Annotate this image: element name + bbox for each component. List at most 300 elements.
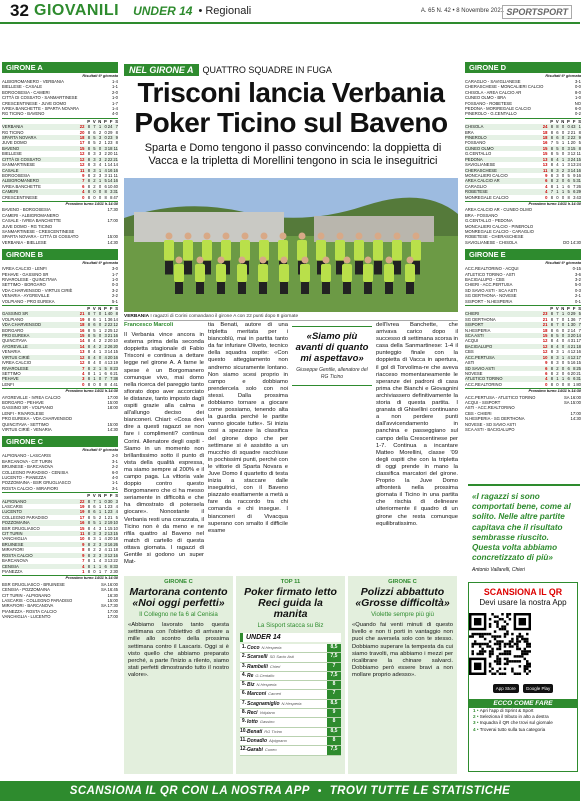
team-stat: 3 [98,541,102,547]
team-stat: 3 [104,333,107,339]
standings-header-cell: P [550,306,554,312]
fixture-teams: CIT TURIN - ALPIGNANO [2,592,51,598]
player-surname: Re [247,672,254,679]
team-stat: 8 [87,381,91,387]
team-points: 15 [542,145,548,151]
team-stat: 22 [113,558,118,564]
team-stat: 23 [107,509,113,515]
team-stat: 20 [113,343,118,349]
team-name: GASSINO SR [2,311,29,317]
fixture-row [2,427,118,432]
footer-separator: • [317,785,322,797]
team-stat: 0 [104,135,107,141]
fixture-time: 14:30 [107,239,118,245]
team-stat: 31 [570,338,576,344]
team-photo-image [124,178,458,312]
team-stat: 1 [567,316,570,322]
player-club: N.Hesperia [281,700,302,706]
fixture-time: DO 14:30 [563,239,581,245]
team-stat: 4 [98,162,102,168]
team-stat: 2 [98,343,102,349]
match-score: NO [574,100,581,106]
team-name: BSR GRUGLIASCO [2,525,40,531]
google-play-badge[interactable]: Google Play [523,684,554,693]
team-stat: 1 [104,140,107,146]
team-stat: 1 [98,504,102,510]
team-stat: 13 [107,360,113,366]
team-stat: 22 [107,156,113,162]
team-points: 13 [542,156,548,162]
team-stat: 6 [93,129,96,135]
team-stat: 6 [573,376,576,382]
team-stat: 5 [556,333,559,339]
team-points: 18 [79,322,85,328]
match-teams: BORGOSESIA - CAMERI [2,89,50,95]
team-points: 20 [79,129,85,135]
team-stat: 1 [93,563,96,569]
team-stat: 1 [556,183,559,189]
fixture-teams: SPARTA NOVARA - CITTÀ DI COSSATO [2,234,79,240]
team-stat: 6 [567,183,570,189]
team-points: 6 [545,370,548,376]
team-stat: 20 [107,338,113,344]
team-stat: 4 [556,338,559,344]
team-stat: 3 [98,172,102,178]
team-stat: 8 [550,156,554,162]
team-stat: 0 [567,311,570,317]
player-surname: Benati [247,728,263,735]
player-rank: 7. [241,699,246,706]
fixture-teams: CENISIA - POZZOMAINA [2,587,50,593]
fixture-time: 18:00 [107,405,118,411]
team-stat: 6 [567,370,570,376]
team-stat: 8 [87,140,91,146]
fixture-time: 15:00 [107,421,118,427]
team-stat: 12 [570,354,576,360]
player-name [247,700,327,708]
team-stat: 0 [98,381,102,387]
team-name: MONCALIERI CALCIO [465,172,508,178]
team-stat: 3 [567,151,570,157]
team-stat: 5 [93,140,96,146]
match-score: 6-0 [111,469,118,475]
fixture-teams: MONCALIERI CALCIO - PINEROLO [465,223,534,229]
team-stat: 1 [98,509,102,515]
fixture-teams: MONREGALE CALCIO - CARAGLIO [465,228,534,234]
player-surname: Biz [247,682,255,689]
page-number: 32 [10,1,29,20]
next-round-label: Prossimo turno 14/11 h.14:30 [465,388,581,394]
list-item [240,700,341,709]
team-stat: 2 [98,129,102,135]
standings-table [465,124,581,200]
team-stat: 2 [104,338,107,344]
team-stat: 40 [107,311,113,317]
match-score: 1-0 [111,277,118,282]
player-rating: 7 [327,690,341,698]
team-stat: 1 [556,376,559,382]
fixture-teams: QUINCITAVA - SETTIMO [2,421,49,427]
list-item [240,709,341,718]
team-name: VENARIA [2,349,21,355]
team-stat: 1 [104,311,107,317]
how-to-title: ECCO COME FARE [469,699,577,708]
team-stat: 1 [98,167,102,173]
team-name: ACQUI [465,338,479,344]
team-stat: 8 [115,129,118,135]
qr-code[interactable] [469,613,531,675]
team-points: 3 [82,376,85,382]
team-stat: 8 [104,194,107,200]
fixture-teams: ACQUI - SISPORT [465,399,501,405]
team-stat: 0 [567,124,570,130]
team-stat: 0 [561,365,565,371]
match-teams: ALBIGROMANERO - VERBANIA [2,79,64,84]
team-stat: 43 [576,194,581,200]
team-name: N.HESPERIA [465,327,491,333]
team-points: 4 [545,183,548,189]
team-stat: 2 [104,520,107,526]
team-stat: 8 [87,162,91,168]
team-name: SCA ASTI [465,333,484,339]
team-stat: 3 [573,194,576,200]
team-stat: 15 [113,531,118,537]
match-teams: CITTÀ DI COSSATO - SANMARTINESE [2,95,78,101]
team-stat: 8 [87,509,91,515]
team-stat: 4 [110,381,113,387]
player-surname: Reci [247,710,258,717]
step-text: Inquadra il QR che trovi sul giornale [479,720,553,726]
match-score: 5-0 [574,282,581,288]
match-teams: CHISOLA - AREA CALCIO AR [465,89,522,95]
team-points: 6 [545,178,548,184]
team-stat: 47 [113,194,118,200]
team-stat: 6 [93,322,96,328]
fixture-teams: JUVE DOMO - RG TICINO [2,223,53,229]
player-club: Volpiano [259,710,275,716]
team-points: 9 [82,552,85,558]
team-stat: 16 [576,172,581,178]
team-stat: 8 [550,178,554,184]
standings-header-cell: V [92,306,96,312]
player-rank: 4. [241,671,246,678]
team-stat: 8 [87,316,91,322]
match-score: 3-0 [111,266,118,272]
team-name: ACC.REALTORINO [465,381,502,387]
team-stat: 8 [87,520,91,526]
team-stat: 8 [104,189,107,195]
player-name [247,690,327,698]
team-points: 16 [79,520,85,526]
team-stat: 0 [561,172,565,178]
pull-quote-text: «Siamo più avanti di quanto mi aspettavo» [295,331,369,364]
match-teams: VOLPIANO - PRO EUREKA [2,298,55,304]
top11-list [240,644,341,756]
player-surname: Coco [247,645,260,651]
team-stat: 8 [550,338,554,344]
team-stat: 7 [550,189,554,195]
team-name: VANCHIGLIA [2,536,28,542]
box-body: «Abbiamo lavorato tanto questa settimana con l'obiettivo di arrivare a mille allo scontro della prossima settimana contro il Lascaris. Oggi si è visto quello che abbiamo preparato perché, a parte l'inizio a rilento, siamo stati perfetti dimostrando tutto il nostro valore». [128,622,229,679]
team-stat: 5 [567,360,570,366]
team-name: ROBETESE [465,189,488,195]
fixture-row [2,240,118,245]
team-stat: 3 [98,552,102,558]
team-stat: 2 [98,514,102,520]
team-stat: 10 [107,183,113,189]
team-stat: 13 [107,558,113,564]
team-stat: 12 [113,322,118,328]
team-stat: 8 [550,162,554,168]
player-rank: 1. [241,644,246,650]
step-number: 4 • [473,726,480,732]
team-stat: 26 [107,343,113,349]
player-name [247,718,327,726]
publication-logo: SPORTSPORT [502,5,572,19]
team-stat: 29 [576,189,581,195]
standings-table [465,311,581,387]
team-stat: 36 [570,316,576,322]
team-points: 6 [82,183,85,189]
team-stat: 8 [550,322,554,328]
team-points: 12 [542,338,548,344]
match-teams: ATLETICO TORINO - ASTI [465,271,516,277]
team-stat: 8 [87,189,91,195]
match-teams: COLLEGNO PARADISO - CENISIA [2,469,69,475]
standings-header-cell: S [578,118,581,124]
team-name: COLLEGNO PARADISO [2,514,48,520]
match-teams: ALPIGNANO - LASCARIS [2,453,51,459]
team-stat: 3 [104,558,107,564]
team-stat: 7 [578,322,581,328]
match-score: 1-7 [111,100,118,106]
player-rank: 6. [241,690,246,697]
player-rating: 8 [327,737,341,745]
team-stat: 30 [107,498,113,504]
player-rating: 9 [327,709,341,717]
result-row [465,299,581,304]
team-name: CIT TURIN [2,531,23,537]
team-stat: 8 [87,322,91,328]
team-stat: 31 [576,376,581,382]
team-stat: 1 [98,178,102,184]
player-name [247,737,327,745]
team-stat: 2 [104,151,107,157]
footer-left: SCANSIONA IL QR CON LA NOSTRA APP [69,785,310,797]
team-stat: 12 [570,349,576,355]
team-points: 9 [545,172,548,178]
team-points: 11 [80,167,85,173]
team-stat: 21 [113,370,118,376]
team-stat: 3 [98,525,102,531]
team-stat: 0 [98,333,102,339]
team-name: ATLETICO TORINO [465,376,503,382]
fixture-teams: GASSINO SR - VOLPIANO [2,405,54,411]
team-name: CHISOLA [465,124,484,130]
result-row [465,111,581,116]
box-body: «Quando fai venti minuti di questo livello e non ti porti in vantaggio non puoi che aversela solo con te stesso. Dobbiamo superare la tempesta da cui siamo travolti, ma abbiamo i mezzi per ricalibrare la chinare salvarci. Dobbiamo però essere bravi a non mollare proprio adesso». [352,622,453,679]
team-stat: 4 [93,525,96,531]
team-stat: 1 [98,536,102,542]
pull-quote-author: Giuseppe Gentile, allenatore del RG Ticino [296,367,368,381]
player-club: Chieri [269,663,281,669]
fixture-time: 15:00 [107,597,118,603]
player-club: Gassino [259,719,275,725]
team-stat: 3 [115,498,118,504]
team-stat: 2 [561,167,565,173]
team-points: 4 [82,370,85,376]
match-teams: SISPORT - N.HESPERIA [465,298,513,304]
standings-header-cell: S [115,306,118,312]
player-surname: Marconi [247,691,267,698]
standings-header-cell: F [109,306,113,312]
match-teams: CHIERI - ACC.PERTUSA [465,282,513,288]
team-stat: 11 [108,547,113,553]
team-name: RG TICINO [2,129,24,135]
team-stat: 0 [561,316,565,322]
player-rating: 7,5 [327,672,341,680]
team-stat: 0 [561,338,565,344]
standings-header-cell: F [572,118,576,124]
standings-group [2,62,118,245]
app-store-badge[interactable]: App Store [493,684,519,693]
team-stat: 4 [93,343,96,349]
team-stat: 0 [556,381,559,387]
team-points: 18 [542,135,548,141]
player-club: RG Ticino [264,728,283,734]
team-stat: 8 [550,360,554,366]
team-stat: 4 [567,354,570,360]
team-stat: 3 [93,156,96,162]
team-stat: 3 [98,135,102,141]
footer-banner [0,781,580,801]
match-score: 2-2 [111,464,118,470]
team-stat: 0 [561,343,565,349]
team-stat: 2 [556,365,559,371]
team-stat: 8 [110,365,113,371]
team-stat: 8 [87,552,91,558]
team-stat: 0 [561,135,565,141]
team-stat: 15 [113,349,118,355]
team-stat: 8 [87,343,91,349]
team-name: SAVIGLIANESE [465,162,496,168]
team-stat: 0 [561,370,565,376]
next-round-label: Prossimo turno 14/11 h.14:30 [2,388,118,394]
team-stat: 8 [87,531,91,537]
standings-header-cell: P [104,118,107,124]
team-stat: 2 [93,183,96,189]
match-score: 1-0 [574,95,581,101]
fixture-teams: LASCARIS - COLLEGNO PARADISO [2,597,73,603]
fixture-teams: ROBETESE - CHERASCHESE [465,234,524,240]
quote-box [468,484,580,578]
team-points: 7 [82,558,85,564]
team-stat: 5 [573,178,576,184]
standings-table [2,311,118,387]
team-stat: 8 [87,558,91,564]
subsection-title: UNDER 14 [133,4,193,18]
player-name [247,709,327,717]
team-stat: 8 [87,365,91,371]
team-stat: 0 [93,381,96,387]
team-stat: 1 [561,162,565,168]
team-stat: 0 [561,381,565,387]
team-stat: 7 [93,498,96,504]
team-stat: 3 [556,172,559,178]
standings-header-cell: S [115,493,118,499]
team-stat: 1 [98,124,102,130]
team-name: BIELLESE [2,151,22,157]
team-stat: 4 [556,156,559,162]
team-name: SD SAVIO ASTI [465,365,495,371]
match-score: 2-0 [111,453,118,459]
team-stat: 8 [87,370,91,376]
match-score: 0-1 [574,298,581,304]
team-stat: 8 [87,311,91,317]
fixture-teams: CBS - CHIERI [465,410,492,416]
standings-header-cell: N [98,118,102,124]
team-stat: 8 [578,145,581,151]
team-stat: 2 [93,552,96,558]
photo-caption [124,314,458,321]
table-row [2,382,118,387]
team-stat: 6 [567,365,570,371]
right-standings-column [465,62,581,436]
player-rank: 9. [241,718,246,725]
next-round-label: Prossimo turno 14/11 h.14:30 [2,201,118,207]
team-stat: 5 [104,365,107,371]
team-stat: 5 [567,189,570,195]
team-stat: 1 [98,498,102,504]
team-stat: 20 [570,333,576,339]
team-stat: 8 [550,343,554,349]
team-stat: 16 [113,167,118,173]
team-stat: 5 [93,145,96,151]
team-name: QUINCITAVA [2,338,27,344]
team-points: 9 [82,541,85,547]
team-name: BARCANOVA [2,558,28,564]
team-name: ALPIGNANO [2,498,27,504]
fixture-teams: VIRTUS CIRIÈ - VENARIA [2,426,52,432]
team-stat: 13 [107,531,113,537]
team-stat: 38 [113,376,118,382]
match-score: 0-3 [574,287,581,293]
team-stat: 8 [550,349,554,355]
team-points: 4 [82,563,85,569]
team-stat: 1 [98,520,102,526]
fixture-teams: CAMERI - ALBIGROMANERO [2,212,59,218]
team-stat: 30 [570,322,576,328]
match-teams: IVREA CALCIO - LENFI [2,266,47,272]
team-stat: 1 [98,568,102,574]
fixture-teams: SCA ASTI - BACIGALUPO [465,426,515,432]
team-stat: 1 [561,349,565,355]
team-stat: 9 [578,135,581,141]
results-label: Risultati 6ª giornata [82,448,118,453]
team-stat: 80 [576,381,581,387]
team-stat: 8 [578,129,581,135]
team-name: IVREA BANCHETTE [2,183,41,189]
team-stat: 2 [556,370,559,376]
team-stat: 7 [578,316,581,322]
team-stat: 8 [115,311,118,317]
fixture-time: SA 15:00 [564,399,581,405]
match-teams: LUCENTO - PIANEZZA [2,475,47,480]
team-points: 7 [82,365,85,371]
team-stat: 24 [107,124,113,130]
team-points: 18 [79,135,85,141]
left-standings-column [2,62,118,624]
